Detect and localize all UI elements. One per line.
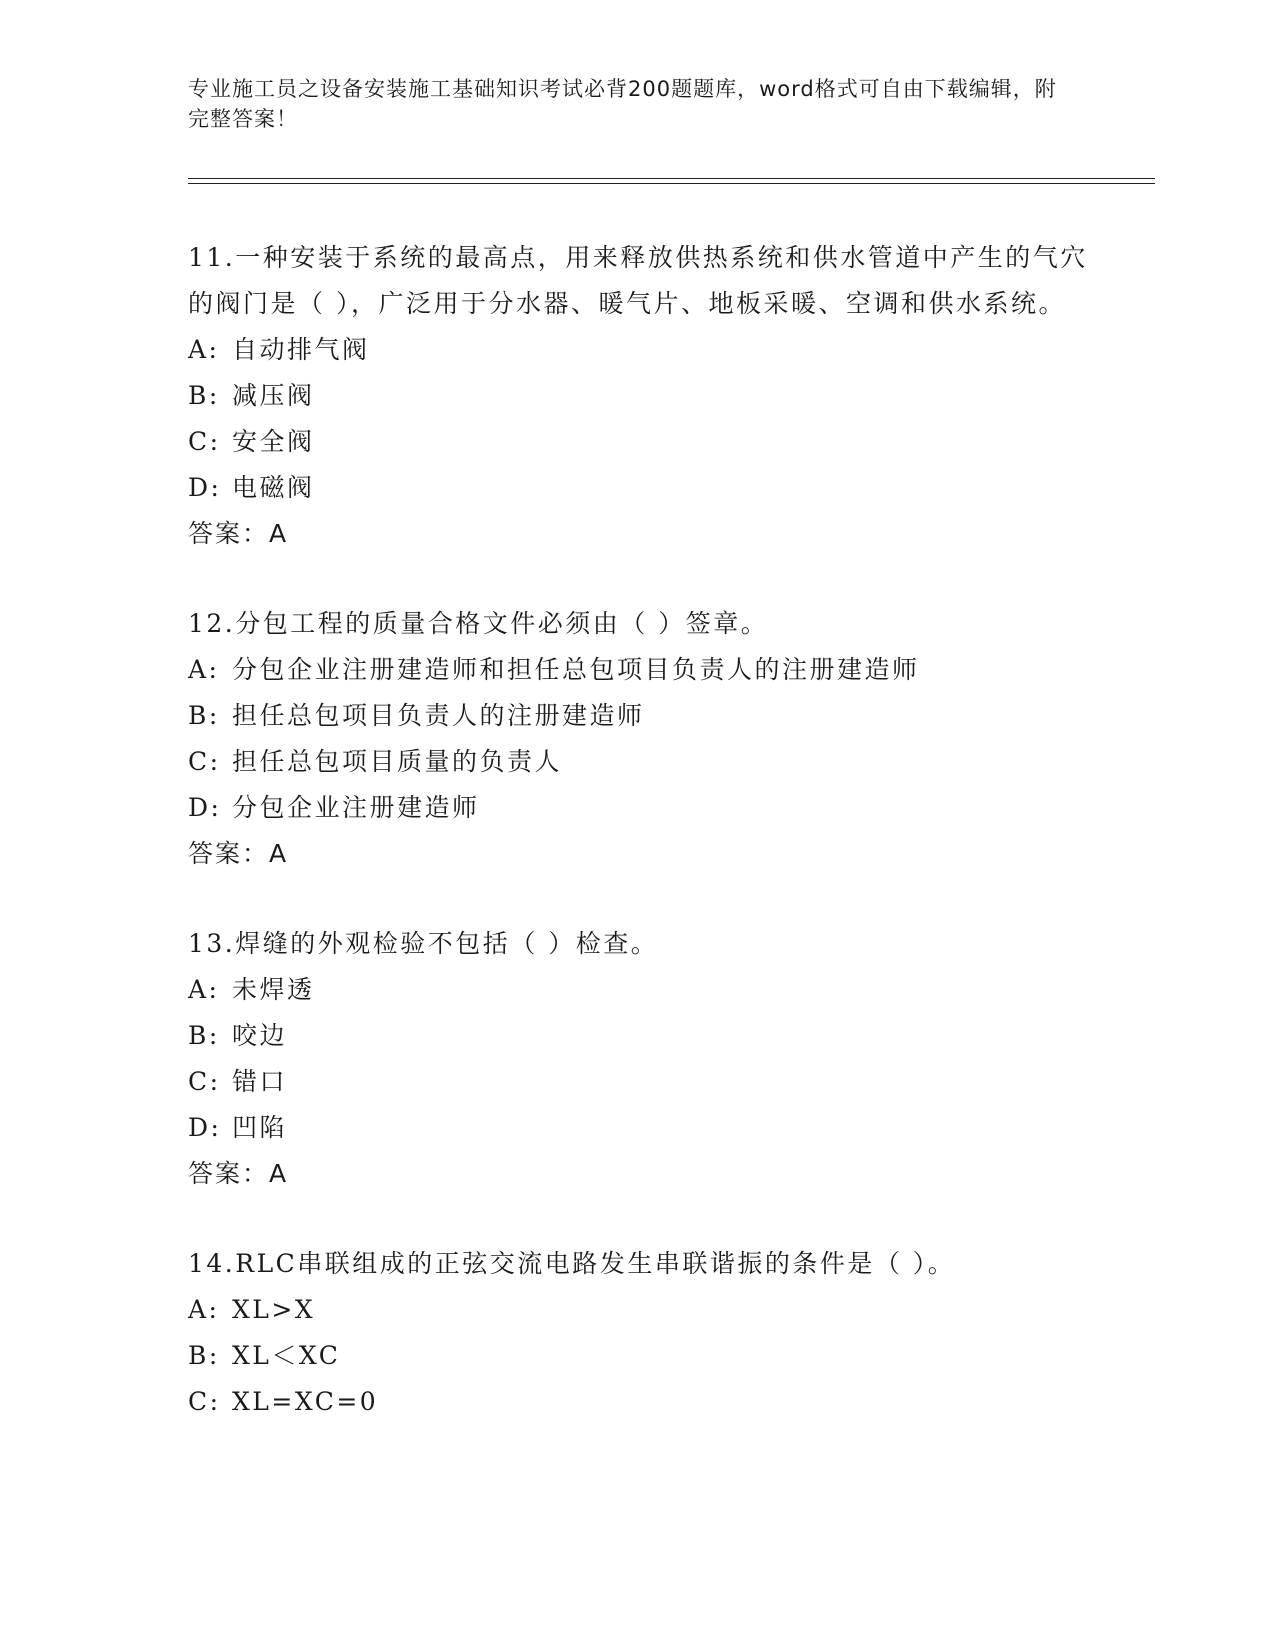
option-letter: D: [188, 1113, 222, 1142]
option-text: 减压阀 [232, 381, 315, 410]
option-text: 未焊透 [232, 975, 315, 1004]
question-text: 13.焊缝的外观检验不包括（ ）检查。 [188, 929, 659, 958]
question-text: 11.一种安装于系统的最高点，用来释放供热系统和供水管道中产生的气穴的阀门是（ ），广泛用于分水器、暖气片、地板采暖、空调和供水系统。 [188, 243, 1088, 318]
option-letter: D: [188, 473, 222, 502]
option-a [188, 1287, 1088, 1333]
option-letter: C: [188, 427, 221, 456]
option-b [188, 1333, 1088, 1379]
option-text: XL>X [232, 1295, 316, 1324]
option-c [188, 1379, 1088, 1425]
header-divider-bottom [188, 183, 1155, 184]
option-text: XL＜XC [232, 1341, 341, 1370]
option-text: 担任总包项目质量的负责人 [232, 747, 563, 776]
option-b [188, 373, 1088, 419]
question-list [188, 235, 1088, 1469]
option-letter: B: [188, 701, 220, 730]
option-letter: A: [188, 1295, 220, 1324]
answer-label: 答案：A [188, 519, 289, 548]
option-c [188, 419, 1088, 465]
option-c [188, 739, 1088, 785]
option-a [188, 967, 1088, 1013]
option-d [188, 1105, 1088, 1151]
question-11 [188, 235, 1088, 557]
option-text: 自动排气阀 [232, 335, 370, 364]
question-12 [188, 601, 1088, 877]
option-text: 分包企业注册建造师和担任总包项目负责人的注册建造师 [232, 655, 920, 684]
option-text: 安全阀 [232, 427, 315, 456]
option-letter: A: [188, 975, 220, 1004]
option-a [188, 327, 1088, 373]
option-letter: B: [188, 1341, 220, 1370]
option-text: 凹陷 [232, 1113, 288, 1142]
option-text: 咬边 [232, 1021, 288, 1050]
option-letter: A: [188, 655, 220, 684]
option-text: XL=XC=0 [232, 1387, 379, 1416]
option-letter: B: [188, 1021, 220, 1050]
option-letter: C: [188, 1067, 221, 1096]
option-letter: D: [188, 793, 222, 822]
answer-label: 答案：A [188, 839, 289, 868]
option-b [188, 693, 1088, 739]
question-13 [188, 921, 1088, 1197]
option-letter: C: [188, 747, 221, 776]
option-b [188, 1013, 1088, 1059]
option-letter: B: [188, 381, 220, 410]
option-text: 错口 [232, 1067, 288, 1096]
question-text: 12.分包工程的质量合格文件必须由（ ）签章。 [188, 609, 769, 638]
document-header: 专业施工员之设备安装施工基础知识考试必背200题题库，word格式可自由下载编辑，附完整答案！ [188, 77, 1057, 131]
option-text: 电磁阀 [232, 473, 315, 502]
option-d [188, 465, 1088, 511]
header-divider-top [188, 178, 1155, 179]
option-letter: A: [188, 335, 220, 364]
option-c [188, 1059, 1088, 1105]
option-a [188, 647, 1088, 693]
question-14 [188, 1241, 1088, 1425]
answer-label: 答案：A [188, 1159, 289, 1188]
question-text: 14.RLC串联组成的正弦交流电路发生串联谐振的条件是（ ）。 [188, 1249, 956, 1278]
option-text: 担任总包项目负责人的注册建造师 [232, 701, 645, 730]
option-letter: C: [188, 1387, 221, 1416]
option-d [188, 785, 1088, 831]
option-text: 分包企业注册建造师 [232, 793, 480, 822]
